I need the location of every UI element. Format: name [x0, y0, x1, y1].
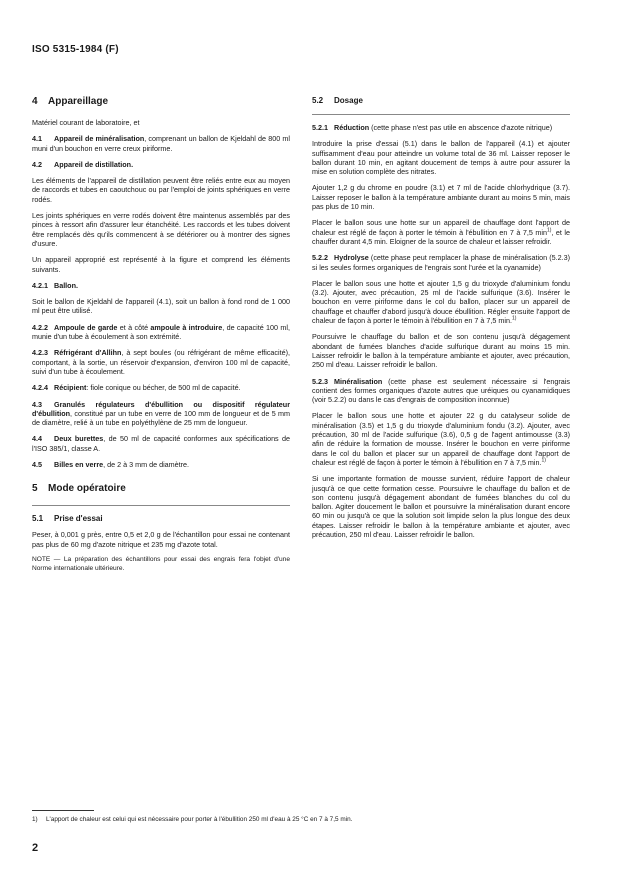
- section-5-2-2-p2: Poursuivre le chauffage du ballon et de son contenu jusqu'à dégagement abondant de fumées blanches d'acide sulfurique durant au moins 15 min. Laisser refroidir le ballon à la température ambiante et ajouter, avec précaution, 250 ml d'eau. Laisser refroidir le ballon.: [312, 332, 570, 370]
- footnote-divider: [32, 810, 94, 811]
- footnote: 1) L'apport de chaleur est celui qui est nécessaire pour porter à l'ébullition 250 ml d'eau à 25 °C en 7 à 7,5 min.: [32, 816, 353, 823]
- section-5-2-1-p1: Introduire la prise d'essai (5.1) dans le ballon de l'appareil (4.1) et ajouter suffisamment d'eau pour atteindre un volume total de 36 ml. Laisser reposer le ballon durant 10 min, en agitant doucement de temps à autre pour assurer la mise en solution complète des nitrates.: [312, 139, 570, 177]
- section-5-1-heading: 5.1 Prise d'essai: [32, 514, 103, 524]
- section-4-2-p2: Les joints sphériques en verre rodés doivent être maintenus assemblés par des pinces à ressort afin d'assurer leur étanchéité. Les raccords et les tubes doivent être remplacés dès qu'ils commencent à se détériorer ou à montrer des signes d'usure.: [32, 211, 290, 248]
- section-5-1-note: NOTE — La préparation des échantillons pour essai des engrais fera l'objet d'une Norme internationale ultérieure.: [32, 555, 290, 572]
- page-number: 2: [32, 842, 39, 854]
- standard-header: ISO 5315-1984 (F): [32, 44, 119, 55]
- section-5-2-3-p1: Placer le ballon sous une hotte et ajouter 22 g du catalyseur solide de minéralisation (3.5) et 1,5 g du trioxyde d'aluminium fondu (3.2). Ajouter, avec précaution, 30 ml de l'acide sulfurique (3.6), 0,5 g de l'agent antimousse (3.3) afin de réduire la formation de mousse. Insérer le bouchon en verre piriforme dans le col du ballon et placer sur un appareil de chauffage dont l'apport de chaleur est réglé de façon à porter le témoin à l'ébullition en 7 à 7,5 min.$^{1)}$: [312, 411, 570, 467]
- section-4-3: 4.3 Granulés régulateurs d'ébullition ou dispositif régulateur d'ébullition, constitué par un tube en verre de 100 mm de longueur et de 5 mm de diamètre, relié à un tube en polyéthylène de 25 mm de longueur.: [32, 399, 290, 428]
- section-4-2-p1: Les éléments de l'appareil de distillation peuvent être reliés entre eux au moyen de raccords et tubes en caoutchouc ou par l'emploi de joints sphériques en verre rodés.: [32, 176, 290, 204]
- section-4-heading: 4 Appareillage: [32, 96, 109, 107]
- section-4-2-p3: Un appareil approprié est représenté à la figure et comprend les éléments suivants.: [32, 255, 290, 274]
- section-4-intro: Matériel courant de laboratoire, et: [32, 118, 140, 127]
- section-4-2-heading: 4.2 Appareil de distillation.: [32, 159, 134, 169]
- section-5-2-2-p1: Placer le ballon sous une hotte et ajouter 1,5 g du trioxyde d'aluminium fondu (3.2). Ajouter, avec précaution, 25 ml de l'acide sulfurique (3.6). Insérer le bouchon en verre piriforme dans le col du ballon, placer sur un appareil de chauffage et chauffer d'abord jusqu'à douce ébullition. Régler ensuite l'apport de chaleur de façon à porter le témoin à l'ébullition en 7 à 7,5 min.$^{1)}$: [312, 278, 570, 326]
- section-4-4: 4.4 Deux burettes, de 50 ml de capacité conformes aux spécifications de l'ISO 385/1, classe A.: [32, 434, 290, 453]
- section-4-2-1-heading: 4.2.1 Ballon.: [32, 280, 78, 290]
- section-4-2-2: 4.2.2 Ampoule de garde et à côté ampoule à introduire, de capacité 100 ml, munie d'un tube à écoulement à son extrémité.: [32, 322, 290, 342]
- section-5-heading: 5 Mode opératoire: [32, 483, 126, 495]
- section-5-2-1-p3: Placer le ballon sous une hotte sur un appareil de chauffage dont l'apport de chaleur est réglé de façon à porter le témoin à l'ébullition en 7 à 7,5 $\min^{1)}$, et le chauffer durant 4,5 min. Eloigner de la source de chaleur et laisser refroidir.: [312, 218, 570, 246]
- section-5-2-2-heading: 5.2.2 Hydrolyse (cette phase peut remplacer la phase de minéralisation (5.2.3) si les seules formes organiques de l'engrais sont l'urée et la cyanamide): [312, 253, 570, 272]
- section-4-2-4: 4.2.4 Récipient: fiole conique ou bécher, de 500 ml de capacité.: [32, 383, 241, 393]
- section-5-1-text: Peser, à 0,001 g près, entre 0,5 et 2,0 g de l'échantillon pour essai ne contenant pas plus de 60 mg d'azote nitrique et 235 mg d'azote total.: [32, 530, 290, 549]
- section-divider: [32, 505, 290, 506]
- section-5-2-3-p2: Si une importante formation de mousse survient, réduire l'apport de chaleur jusqu'à ce que cette formation cesse. Poursuivre le chauffage du ballon et de son contenu jusqu'à dégagement abondant de fumées blanches du col du ballon. Agiter doucement le ballon et poursuivre la minéralisation durant encore 60 min ou jusqu'à ce que la solution soit limpide selon la plus longue des deux étapes. Laisser refroidir le ballon à la température ambiante et ajouter, avec précaution, 250 ml d'eau. Laisser refroidir le ballon.: [312, 474, 570, 539]
- section-5-2-3-heading: 5.2.3 Minéralisation (cette phase est seulement nécessaire si l'engrais contient des formes organiques d'azote autres que uréiques ou cyanamidiques (voir 5.2.2) ou dans le cas d'engrais de composition inconnue): [312, 376, 570, 405]
- section-5-2-1-p2: Ajouter 1,2 g du chrome en poudre (3.1) et 7 ml de l'acide chlorhydrique (3.7). Laisser reposer le ballon à la température ambiante durant au moins 5 min, mais pas plus de 10 min.: [312, 183, 570, 212]
- section-4-2-1-text: Soit le ballon de Kjeldahl de l'appareil (4.1), soit un ballon à fond rond de 1 000 ml peut être utilisé.: [32, 297, 290, 316]
- section-divider: [312, 114, 570, 115]
- section-4-1: 4.1 Appareil de minéralisation, comprenant un ballon de Kjeldahl de 800 ml muni d'un bouchon en verre creux piriforme.: [32, 134, 290, 153]
- section-4-2-3: 4.2.3 Réfrigérant d'Allihn, à sept boules (ou réfrigérant de même efficacité), comportant, à la sortie, un réservoir d'expansion, d'environ 100 ml de capacité, suivi d'un tube à écoulement.: [32, 348, 290, 376]
- footnote-ref: 1): [511, 315, 517, 322]
- section-4-5: 4.5 Billes en verre, de 2 à 3 mm de diamètre.: [32, 460, 190, 470]
- footnote-ref: 1): [546, 227, 552, 234]
- section-5-2-heading: 5.2 Dosage: [312, 96, 363, 105]
- section-5-2-1-heading: 5.2.1 Réduction (cette phase n'est pas utile en abscence d'azote nitrique): [312, 123, 553, 132]
- right-column: [312, 96, 570, 546]
- footnote-ref: 1): [541, 457, 546, 464]
- left-column: [32, 96, 290, 580]
